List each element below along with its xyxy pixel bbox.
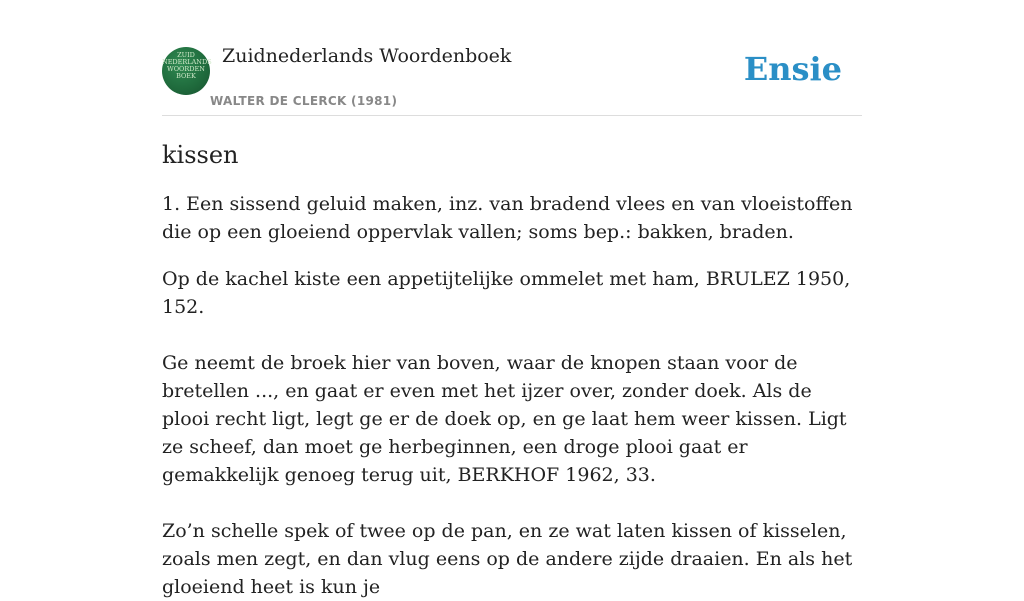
example-quote: Ge neemt de broek hier van boven, waar de knopen staan voor de bretellen ..., en gaat er even met het ijzer over, zonder doek. Als de plooi recht ligt, legt ge er de doek op, en ge laat hem weer kissen. Ligt ze scheef, dan moet ge herbeginnen, een droge plooi gaat er gemakkelijk genoeg terug uit, BERKHOF 1962, 33. (162, 352, 847, 486)
entry-definition: 1. Een sissend geluid maken, inz. van bradend vlees en van vloeistoffen die op een gloeiend oppervlak vallen; soms bep.: bakken, braden. (162, 193, 853, 243)
page-container (162, 0, 862, 601)
dictionary-logo[interactable] (162, 47, 210, 95)
ensie-brand-logo[interactable]: Ensie (743, 50, 842, 88)
logo-lettering: ZUID NEDERLANDS WOORDEN BOEK (162, 51, 212, 80)
dictionary-header (162, 0, 862, 116)
example-quote: Zo’n schelle spek of twee op de pan, en ze wat laten kissen of kisselen, zoals men zegt, en dan vlug eens op de andere zijde draaien. En als het gloeiend heet is kun je (162, 520, 853, 598)
entry-headword: kissen (162, 141, 239, 169)
dictionary-title[interactable]: Zuidnederlands Woordenboek (222, 45, 512, 67)
dictionary-author: WALTER DE CLERCK (1981) (210, 94, 398, 108)
example-quote: Op de kachel kiste een appetijtelijke ommelet met ham, BRULEZ 1950, 152. (162, 268, 851, 318)
